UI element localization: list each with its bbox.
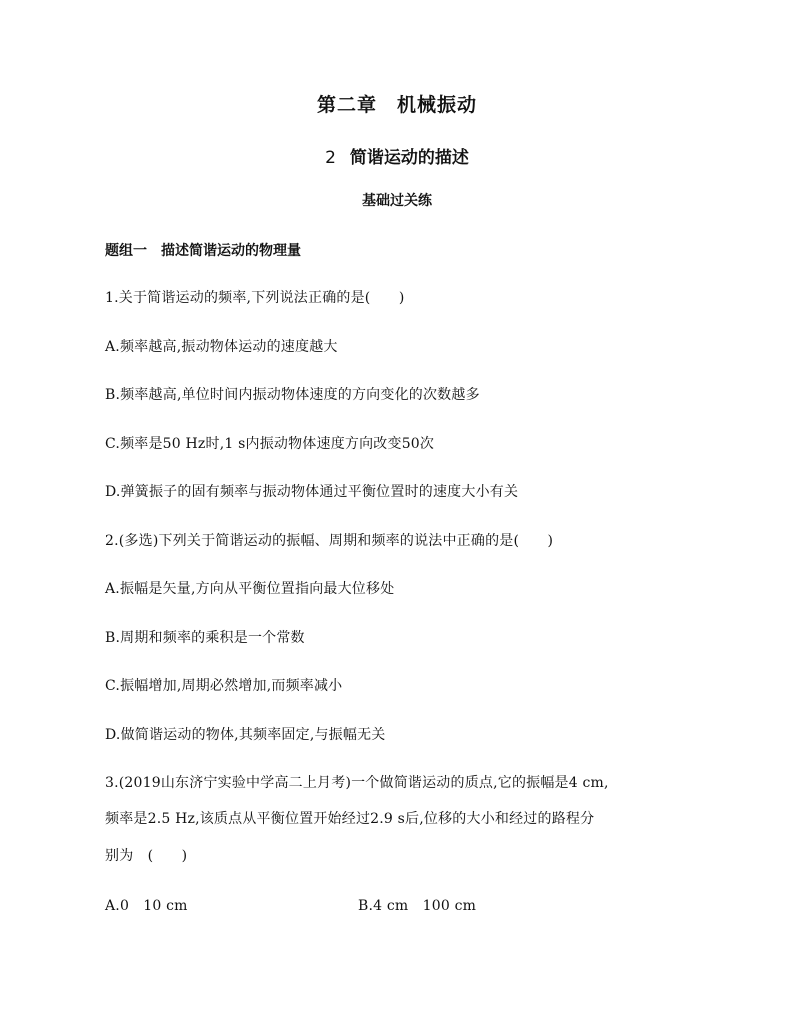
subsection-title: 基础过关练 bbox=[362, 193, 432, 209]
section-title: 简谐运动的描述 bbox=[349, 148, 469, 168]
question-group-title: 题组一 描述简谐运动的物理量 bbox=[105, 243, 301, 259]
question-1-stem: 1.关于简谐运动的频率,下列说法正确的是( ) bbox=[105, 290, 405, 306]
question-3-option-b: B.4 cm 100 cm bbox=[358, 898, 477, 914]
chapter-title: 第二章 机械振动 bbox=[316, 94, 477, 116]
section-number: 2 bbox=[325, 148, 336, 168]
question-1-option-b: B.频率越高,单位时间内振动物体速度的方向变化的次数越多 bbox=[105, 387, 480, 403]
section-heading bbox=[0, 143, 794, 168]
question-1-option-a: A.频率越高,振动物体运动的速度越大 bbox=[105, 339, 338, 355]
question-2-option-c: C.振幅增加,周期必然增加,而频率减小 bbox=[105, 678, 343, 694]
question-2-option-a: A.振幅是矢量,方向从平衡位置指向最大位移处 bbox=[105, 581, 395, 597]
question-1-option-d: D.弹簧振子的固有频率与振动物体通过平衡位置时的速度大小有关 bbox=[105, 484, 519, 500]
question-2-option-d: D.做简谐运动的物体,其频率固定,与振幅无关 bbox=[105, 727, 386, 743]
question-3-stem-line-3: 别为 ( ) bbox=[105, 848, 188, 864]
question-3-stem-line-2: 频率是2.5 Hz,该质点从平衡位置开始经过2.9 s后,位移的大小和经过的路程分 bbox=[105, 811, 595, 827]
question-2-stem: 2.(多选)下列关于简谐运动的振幅、周期和频率的说法中正确的是( ) bbox=[105, 533, 554, 549]
question-1-option-c: C.频率是50 Hz时,1 s内振动物体速度方向改变50次 bbox=[105, 436, 435, 452]
question-3-option-a: A.0 10 cm bbox=[105, 898, 188, 914]
question-2-option-b: B.周期和频率的乘积是一个常数 bbox=[105, 630, 305, 646]
question-3-stem-line-1: 3.(2019山东济宁实验中学高二上月考)一个做简谐运动的质点,它的振幅是4 cm, bbox=[105, 775, 609, 791]
